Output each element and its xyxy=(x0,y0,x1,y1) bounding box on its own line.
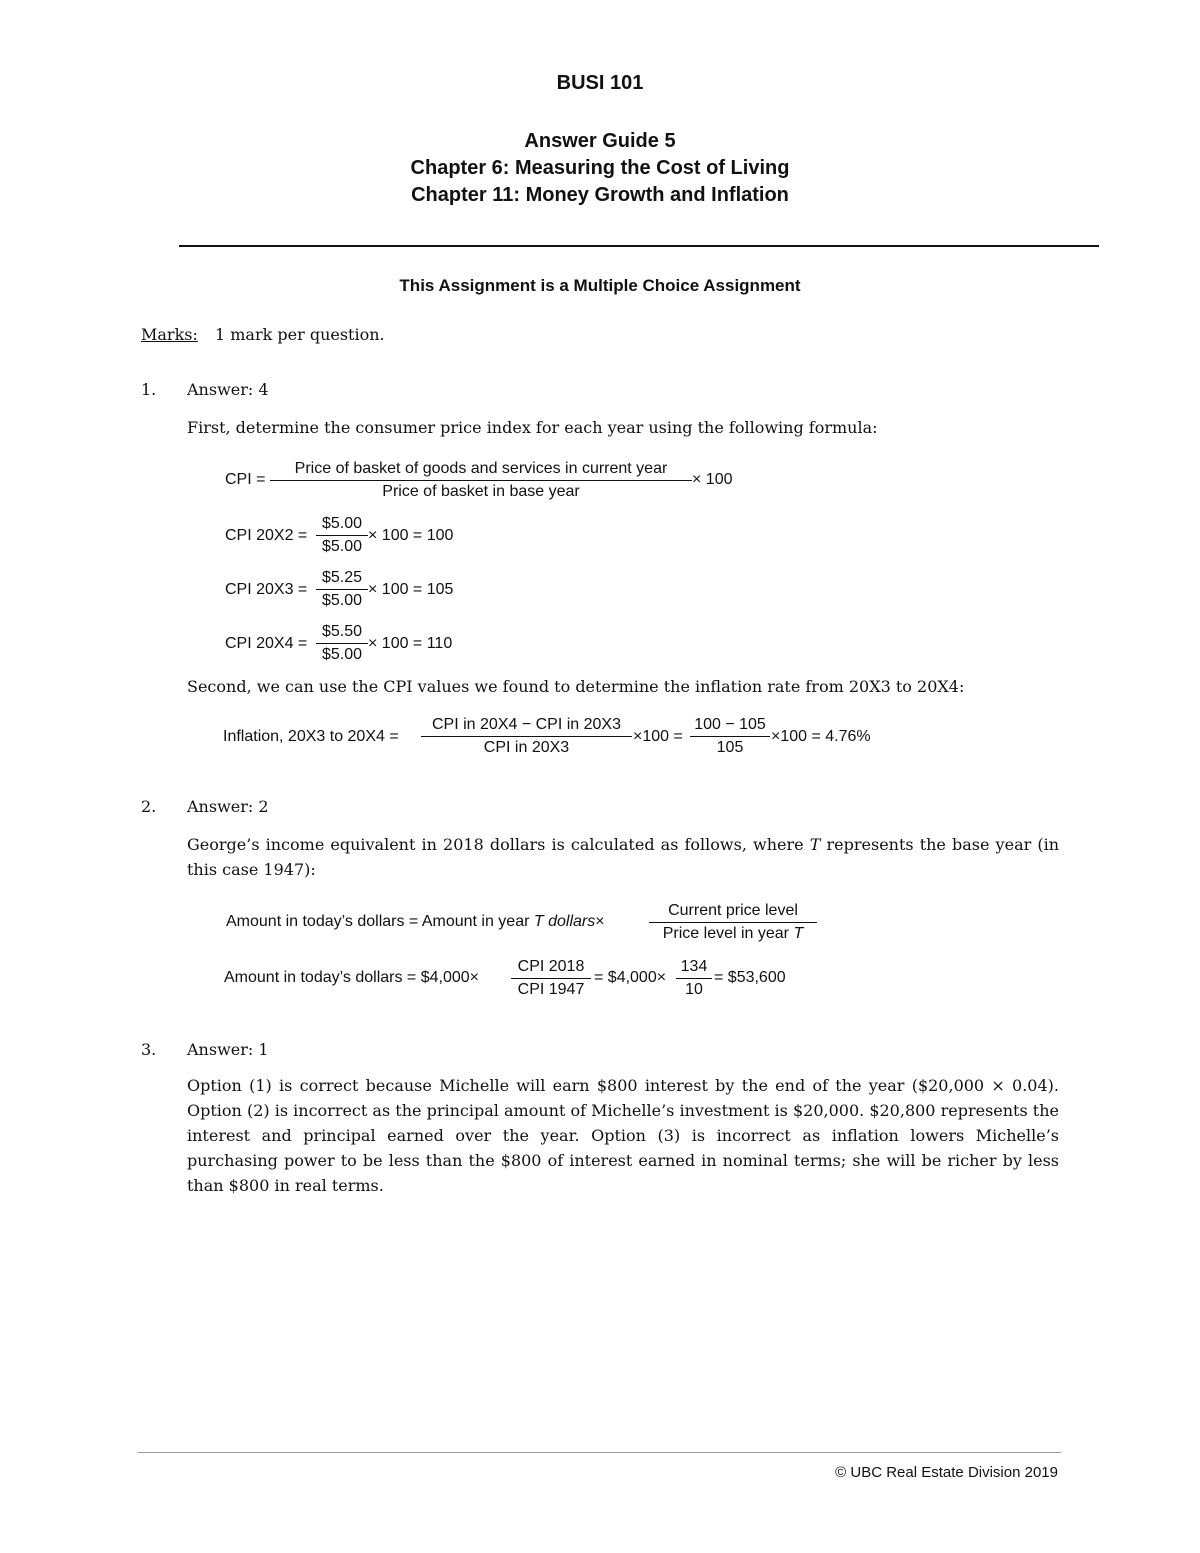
cpi-20x4-numerator: $5.50 xyxy=(316,622,368,644)
amount-eq1-dollars: dollars xyxy=(548,913,596,930)
q3-answer: Answer: 1 xyxy=(187,1040,269,1059)
amount-eq2-result: = $53,600 xyxy=(714,969,786,986)
amount-eq2-mid: = $4,000× xyxy=(594,969,667,986)
amount-eq1-numerator: Current price level xyxy=(649,901,817,923)
q1-second: Second, we can use the CPI values we found to determine the inflation rate from 20X3 to 20X4: xyxy=(187,677,965,696)
cpi-20x3-fraction xyxy=(316,568,368,611)
amount-eq1-lhs xyxy=(226,913,605,931)
amount-eq2-numerator-1: CPI 2018 xyxy=(511,957,591,979)
q2-intro xyxy=(187,832,1059,882)
q2-answer: Answer: 2 xyxy=(187,797,269,816)
inflation-lhs: Inflation, 20X3 to 20X4 = xyxy=(223,728,399,745)
amount-eq2-fraction-2 xyxy=(676,957,712,1000)
q1-answer: Answer: 4 xyxy=(187,380,269,399)
cpi-20x2-denominator: $5.00 xyxy=(321,538,363,555)
cpi-20x3-numerator: $5.25 xyxy=(316,568,368,590)
cpi-20x2-lhs: CPI 20X2 = xyxy=(225,527,308,544)
q2-intro-a: George’s income equivalent in 2018 dollars is calculated as follows, where xyxy=(187,835,804,854)
answer-guide-title: Answer Guide 5 xyxy=(524,130,676,152)
amount-eq2-numerator-2: 134 xyxy=(676,957,712,979)
amount-eq1-fraction xyxy=(649,901,817,944)
amount-eq2-lhs: Amount in today’s dollars = $4,000× xyxy=(224,969,479,986)
chapter-6-title: Chapter 6: Measuring the Cost of Living xyxy=(410,157,790,179)
cpi-formula-denominator: Price of basket in base year xyxy=(382,483,580,500)
amount-eq1-t: T xyxy=(533,913,544,930)
amount-eq1-denominator xyxy=(649,923,817,944)
course-title: BUSI 101 xyxy=(556,72,644,94)
cpi-formula-tail: × 100 xyxy=(692,471,733,488)
inflation-numerator-1: CPI in 20X4 − CPI in 20X3 xyxy=(421,715,632,737)
cpi-20x4-fraction xyxy=(316,622,368,665)
cpi-20x2-numerator: $5.00 xyxy=(316,514,368,536)
cpi-20x4-lhs: CPI 20X4 = xyxy=(225,635,308,652)
amount-eq2-denominator-2: 10 xyxy=(685,981,703,998)
cpi-formula-lhs: CPI = xyxy=(225,471,266,488)
amount-eq2-fraction-1 xyxy=(511,957,591,1000)
footer-copyright: © UBC Real Estate Division 2019 xyxy=(835,1464,1058,1481)
inflation-mid: ×100 = xyxy=(633,728,683,745)
marks-text: 1 mark per question. xyxy=(214,325,385,344)
amount-eq1-den-text: Price level in year xyxy=(662,925,790,942)
marks-line xyxy=(141,325,385,344)
q2-number: 2. xyxy=(141,797,157,816)
inflation-numerator-2: 100 − 105 xyxy=(690,715,770,737)
cpi-20x3-denominator: $5.00 xyxy=(321,592,363,609)
amount-eq2-denominator-1: CPI 1947 xyxy=(517,981,585,998)
inflation-denominator-2: 105 xyxy=(716,739,744,756)
inflation-denominator-1: CPI in 20X3 xyxy=(483,739,570,756)
inflation-fraction-2 xyxy=(690,715,770,758)
cpi-20x2-fraction xyxy=(316,514,368,557)
chapter-11-title: Chapter 11: Money Growth and Inflation xyxy=(411,184,789,206)
cpi-20x3-result: × 100 = 105 xyxy=(368,581,454,598)
inflation-result: ×100 = 4.76% xyxy=(771,728,871,745)
q3-number: 3. xyxy=(141,1040,157,1059)
cpi-20x2-result: × 100 = 100 xyxy=(368,527,454,544)
amount-eq1-text: Amount in today’s dollars = Amount in year xyxy=(226,913,530,930)
cpi-formula-numerator: Price of basket of goods and services in current year xyxy=(270,459,692,481)
amount-eq1-den-t: T xyxy=(793,925,804,942)
assignment-type: This Assignment is a Multiple Choice Assignment xyxy=(399,276,801,295)
cpi-20x4-denominator: $5.00 xyxy=(321,646,363,663)
q1-number: 1. xyxy=(141,380,157,399)
cpi-formula-fraction xyxy=(270,459,692,502)
inflation-fraction-1 xyxy=(421,715,632,758)
marks-label: Marks: xyxy=(141,325,198,344)
cpi-20x3-lhs: CPI 20X3 = xyxy=(225,581,308,598)
footer-divider xyxy=(138,1452,1061,1453)
q3-explanation: Option (1) is correct because Michelle will earn $800 interest by the end of the year ($20,000 × 0.04). Option (2) is incorrect as the principal amount of Michelle’s investment is $20,000. $20,800 represents the interest and principal earned over the year. Option (3) is incorrect as inflation lowers Michelle’s purchasing power to be less than the $800 of interest earned in nominal terms; she will be richer by less than $800 in real terms. xyxy=(187,1076,1059,1195)
q2-intro-t: T xyxy=(809,835,821,854)
header-divider xyxy=(179,245,1099,247)
q1-intro: First, determine the consumer price index for each year using the following formula: xyxy=(187,418,878,437)
q2-intro-b: represents the base year (in this case 1947): xyxy=(187,835,1060,879)
amount-eq1-times: × xyxy=(595,913,605,930)
cpi-20x4-result: × 100 = 110 xyxy=(368,635,453,652)
